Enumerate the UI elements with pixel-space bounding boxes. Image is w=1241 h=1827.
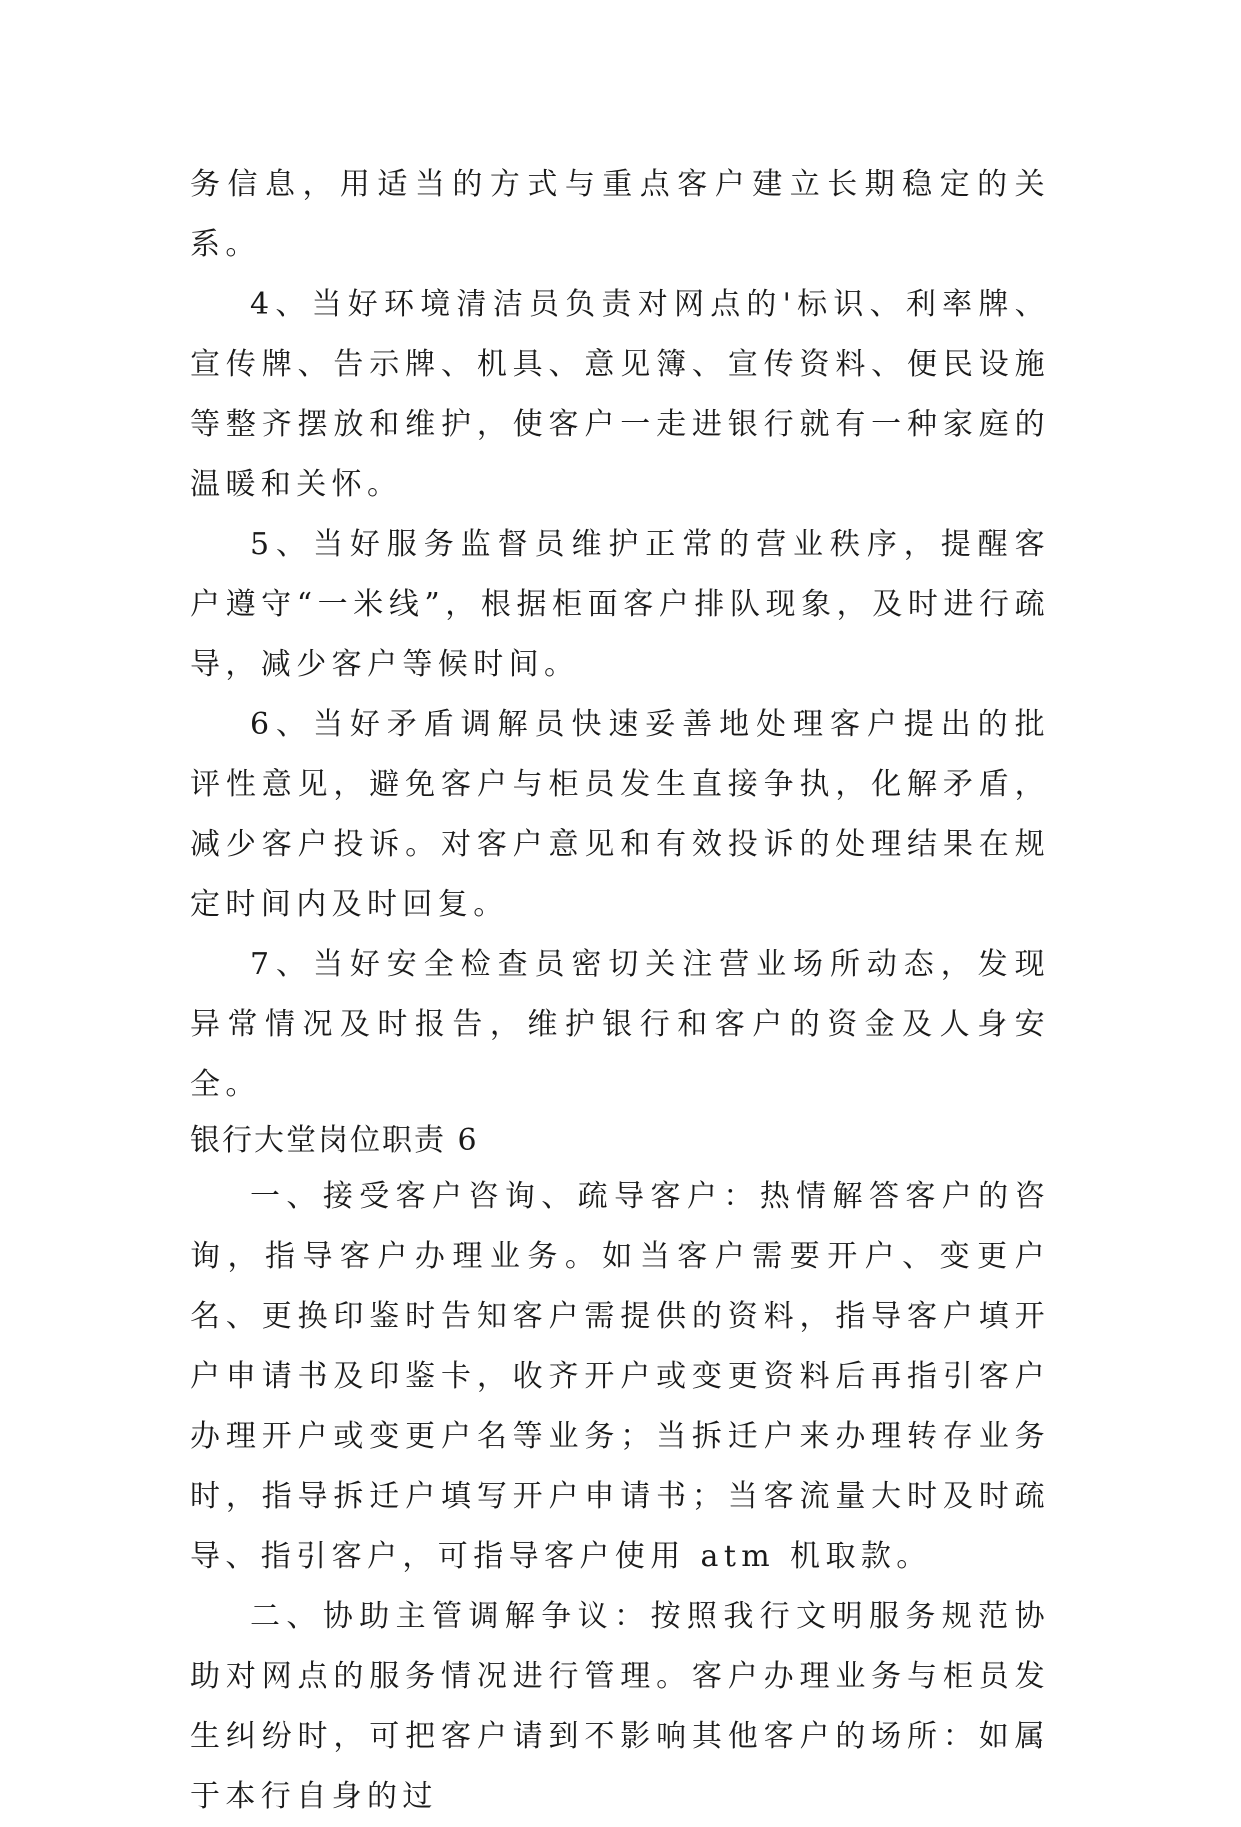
paragraph-item-6: 6、当好矛盾调解员快速妥善地处理客户提出的批评性意见，避免客户与柜员发生直接争执，化解矛盾，减少客户投诉。对客户意见和有效投诉的处理结果在规定时间内及时回复。 <box>190 707 1050 922</box>
section-title: 银行大堂岗位职责 6 <box>190 1123 479 1158</box>
paragraph-item-7: 7、当好安全检查员密切关注营业场所动态，发现异常情况及时报告，维护银行和客户的资金及人身安全。 <box>190 947 1050 1102</box>
section-paragraph-2: 二、协助主管调解争议：按照我行文明服务规范协助对网点的服务情况进行管理。客户办理业务与柜员发生纠纷时，可把客户请到不影响其他客户的场所：如属于本行自身的过 <box>190 1599 1050 1814</box>
paragraph-item-4: 4、当好环境清洁员负责对网点的'标识、利率牌、宣传牌、告示牌、机具、意见簿、宣传资料、便民设施等整齐摆放和维护，使客户一走进银行就有一种家庭的温暖和关怀。 <box>190 287 1050 502</box>
document-body <box>190 155 1050 1827</box>
paragraph-continuation: 务信息，用适当的方式与重点客户建立长期稳定的关系。 <box>190 167 1050 262</box>
section-paragraph-1: 一、接受客户咨询、疏导客户：热情解答客户的咨询，指导客户办理业务。如当客户需要开户、变更户名、更换印鉴时告知客户需提供的资料，指导客户填开户申请书及印鉴卡，收齐开户或变更资料后再指引客户办理开户或变更户名等业务；当拆迁户来办理转存业务时，指导拆迁户填写开户申请书；当客流量大时及时疏导、指引客户，可指导客户使用 atm 机取款。 <box>190 1179 1050 1574</box>
paragraph-item-5: 5、当好服务监督员维护正常的营业秩序，提醒客户遵守“一米线”，根据柜面客户排队现象，及时进行疏导，减少客户等候时间。 <box>190 527 1050 682</box>
